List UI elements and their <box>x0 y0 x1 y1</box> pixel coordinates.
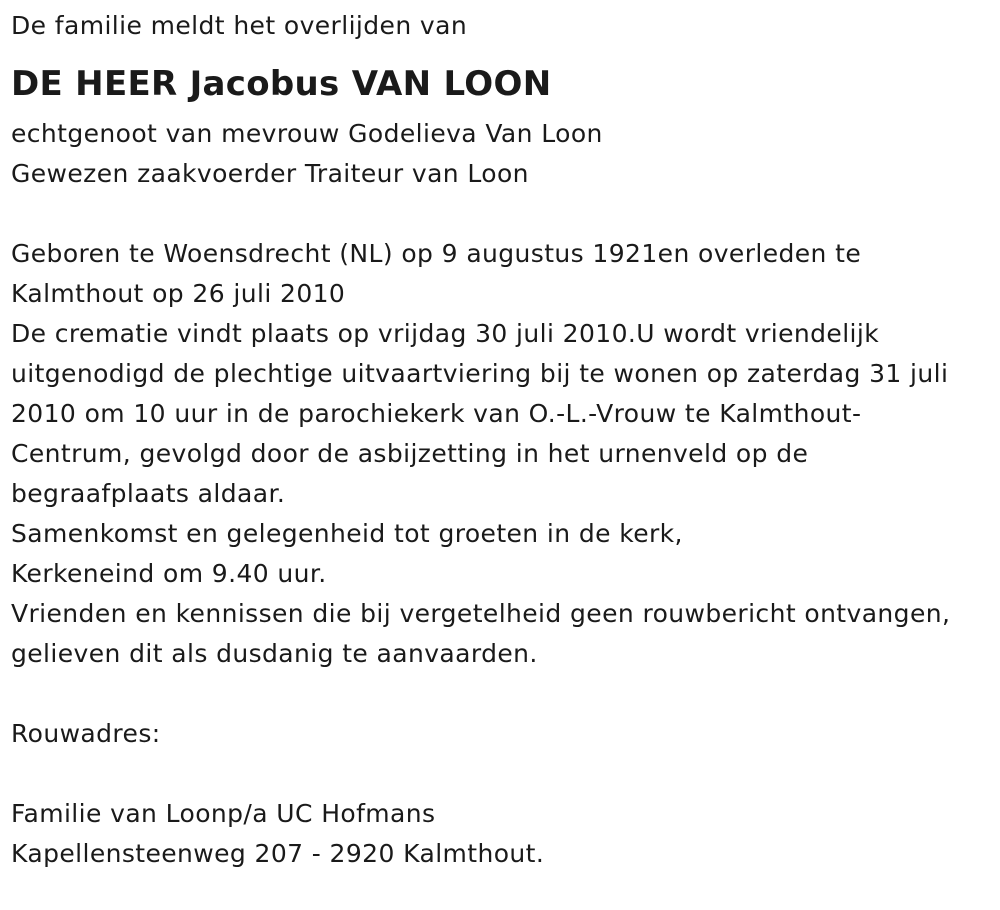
body-line: De crematie vindt plaats op vrijdag 30 juli 2010.U wordt vriendelijk <box>11 319 880 348</box>
address-line: Familie van Loonp/a UC Hofmans <box>11 799 436 828</box>
intro-text: De familie meldt het overlijden van <box>11 11 468 40</box>
body-line: 2010 om 10 uur in de parochiekerk van O.-L.-Vrouw te Kalmthout- <box>11 399 862 428</box>
body-line: Kalmthout op 26 juli 2010 <box>11 279 346 308</box>
body-line: Samenkomst en gelegenheid tot groeten in de kerk, <box>11 519 683 548</box>
body-line: Kerkeneind om 9.40 uur. <box>11 559 327 588</box>
spacer <box>11 754 991 794</box>
address-label: Rouwadres: <box>11 719 161 748</box>
spacer <box>11 674 991 714</box>
mourning-address <box>11 794 991 874</box>
spacer <box>11 194 991 234</box>
obituary-notice <box>11 0 991 874</box>
spouse-text: echtgenoot van mevrouw Godelieva Van Loon <box>11 119 603 148</box>
notice-body <box>11 234 991 674</box>
address-line: Kapellensteenweg 207 - 2920 Kalmthout. <box>11 839 545 868</box>
body-line: gelieven dit als dusdanig te aanvaarden. <box>11 639 538 668</box>
body-line: Geboren te Woensdrecht (NL) op 9 augustus 1921en overleden te <box>11 239 862 268</box>
occupation-text: Gewezen zaakvoerder Traiteur van Loon <box>11 159 529 188</box>
deceased-name: DE HEER Jacobus VAN LOON <box>11 64 552 104</box>
body-line: begraafplaats aldaar. <box>11 479 286 508</box>
body-line: Vrienden en kennissen die bij vergetelheid geen rouwbericht ontvangen, <box>11 599 951 628</box>
body-line: Centrum, gevolgd door de asbijzetting in het urnenveld op de <box>11 439 809 468</box>
body-line: uitgenodigd de plechtige uitvaartviering bij te wonen op zaterdag 31 juli <box>11 359 949 388</box>
